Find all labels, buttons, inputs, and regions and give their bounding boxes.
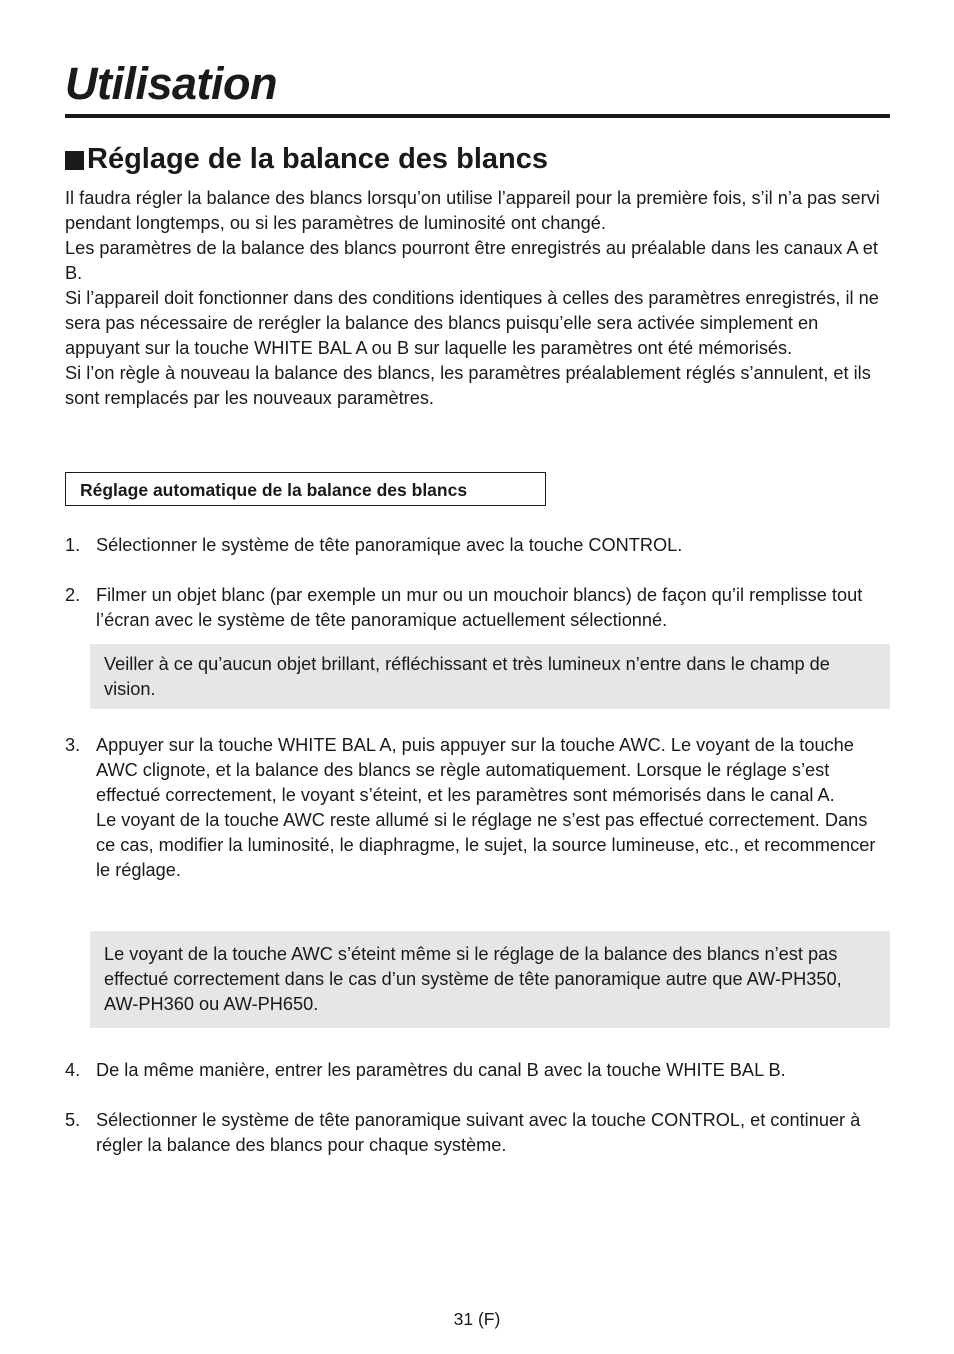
step-3 xyxy=(65,733,890,883)
section-heading xyxy=(65,139,548,179)
step-1 xyxy=(65,533,890,558)
step-number: 4. xyxy=(65,1060,81,1080)
step-number: 2. xyxy=(65,585,81,605)
step-text xyxy=(96,733,890,883)
intro-text xyxy=(65,186,890,411)
intro-paragraph: Il faudra régler la balance des blancs lorsqu’on utilise l’appareil pour la première fois, s’il n’a pas servi pendant longtemps, ou si les paramètres de luminosité ont changé. xyxy=(65,188,880,233)
step-number: 1. xyxy=(65,535,81,555)
intro-paragraph: Si l’on règle à nouveau la balance des blancs, les paramètres préalablement réglés s’annulent, et ils sont remplacés par les nouveaux paramètres. xyxy=(65,363,871,408)
step-paragraph: Filmer un objet blanc (par exemple un mur ou un mouchoir blancs) de façon qu’il remplisse tout l’écran avec le système de tête panoramique actuellement sélectionné. xyxy=(96,585,863,630)
step-paragraph: Appuyer sur la touche WHITE BAL A, puis appuyer sur la touche AWC. Le voyant de la touche AWC clignote, et la balance des blancs se règle automatiquement. Lorsque le réglage s’est effectué correctement, le voyant s’éteint, et les paramètres sont mémorisés dans le canal A. xyxy=(96,735,854,805)
note-box: Veiller à ce qu’aucun objet brillant, réfléchissant et très lumineux n’entre dans le champ de vision. xyxy=(90,644,890,709)
step-text xyxy=(96,1108,890,1158)
intro-paragraph: Les paramètres de la balance des blancs pourront être enregistrés au préalable dans les canaux A et B. xyxy=(65,238,878,283)
step-paragraph: De la même manière, entrer les paramètres du canal B avec la touche WHITE BAL B. xyxy=(96,1060,786,1080)
step-paragraph: Sélectionner le système de tête panoramique suivant avec la touche CONTROL, et continuer à régler la balance des blancs pour chaque système. xyxy=(96,1110,861,1155)
step-number: 3. xyxy=(65,735,81,755)
step-5 xyxy=(65,1108,890,1158)
step-number: 5. xyxy=(65,1110,81,1130)
step-paragraph: Sélectionner le système de tête panoramique avec la touche CONTROL. xyxy=(96,535,683,555)
intro-paragraph: Si l’appareil doit fonctionner dans des conditions identiques à celles des paramètres enregistrés, il ne sera pas nécessaire de rerégler la balance des blancs puisqu’elle sera activée simplement en appuyant sur la touche WHITE BAL A ou B sur laquelle les paramètres ont été mémorisés. xyxy=(65,288,879,358)
step-4 xyxy=(65,1058,890,1083)
square-bullet-icon xyxy=(65,151,84,170)
page-number: 31 (F) xyxy=(453,1309,501,1329)
chapter-title: Utilisation xyxy=(65,58,278,109)
section-title: Réglage de la balance des blancs xyxy=(87,143,548,175)
step-paragraph: Le voyant de la touche AWC reste allumé si le réglage ne s’est pas effectué correctement. Dans ce cas, modifier la luminosité, le diaphragme, le sujet, la source lumineuse, etc., et recommencer le réglage. xyxy=(96,810,876,880)
title-rule xyxy=(65,114,890,118)
step-text xyxy=(96,583,890,633)
step-2 xyxy=(65,583,890,633)
step-text xyxy=(96,1058,890,1083)
step-text xyxy=(96,533,890,558)
subsection-label: Réglage automatique de la balance des blancs xyxy=(65,472,546,506)
note-box: Le voyant de la touche AWC s’éteint même si le réglage de la balance des blancs n’est pas effectué correctement dans le cas d’un système de tête panoramique autre que AW-PH350, AW-PH360 ou AW-PH650. xyxy=(90,931,890,1028)
